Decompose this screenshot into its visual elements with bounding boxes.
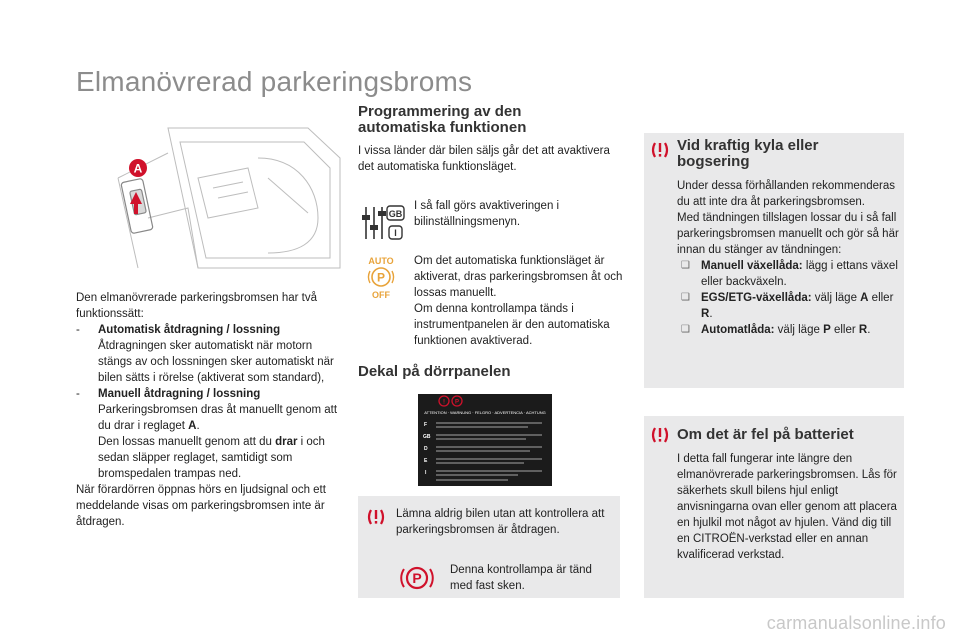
page-title: Elmanövrerad parkeringsbroms xyxy=(76,66,473,97)
cold-paragraph-2: Med tändningen tillslagen lossar du i så fall parkeringsbromsen manuellt och gör så här innan du stänger av tändningen: xyxy=(677,212,899,256)
svg-text:OFF: OFF xyxy=(372,290,390,300)
cold-towing-box xyxy=(644,133,904,388)
warning-box xyxy=(358,496,620,598)
watermark: carmanualsonline.info xyxy=(766,613,946,633)
battery-heading: Om det är fel på batteriet xyxy=(677,426,854,443)
programming-step-2a: Om det automatiska funktionsläget är aktiverat, dras parkeringsbromsen åt och lossas manuellt. xyxy=(414,255,623,299)
sticker-letter: F xyxy=(424,422,428,428)
mode-manual-title: Manuell åtdragning / lossning xyxy=(98,388,261,400)
svg-text:!: ! xyxy=(443,399,445,406)
bullet-icon: ❑ xyxy=(681,292,690,303)
programming-intro: I vissa länder där bilen säljs går det att avaktivera det automatiska funktionsläget. xyxy=(358,145,610,173)
cold-towing-heading: Vid kraftig kyla eller bogsering xyxy=(677,137,819,170)
mode-automatic-title: Automatisk åtdragning / lossning xyxy=(98,324,281,336)
bullet-manual-gearbox: ❑ Manuell växellåda: lägg i ettans växel eller backväxeln. xyxy=(677,258,899,290)
svg-text:P: P xyxy=(376,270,386,285)
door-panel-sticker xyxy=(418,394,552,486)
mode-manual: - Manuell åtdragning / lossning Parkeringsbromsen dras åt manuellt genom att du drar i reglaget A. Den lossas manuellt genom att du drar i och sedan släpper reglaget, samtidigt som bromspedalen trampas ned. xyxy=(76,388,338,480)
sticker-letter: E xyxy=(424,458,428,464)
sticker-letter: D xyxy=(424,446,428,452)
bullet-automatic-gearbox: ❑ Automatlåda: välj läge P eller R. xyxy=(677,322,899,338)
svg-text:ATTENTION · WARNUNG · FELGRO ·: ATTENTION · WARNUNG · FELGRO · ADVERTENCIA · ACHTUNG xyxy=(424,410,546,415)
svg-text:P: P xyxy=(412,570,422,586)
battery-text: I detta fall fungerar inte längre den elmanövrerade parkeringsbromsen. Lås för säkerhets skull bilens hjul enligt anvisningarna ovan eller genom att placera en hjulkil mot något av hjulen. Vänd dig till en CITROËN-verkstad eller en annan kvalificerad verkstad. xyxy=(677,453,897,561)
door-open-note: När förardörren öppnas hörs en ljudsignal och ett meddelande visas om parkeringsbromsen inte är åtdragen. xyxy=(76,484,326,528)
parking-brake-lamp-icon xyxy=(398,564,436,592)
warning-exclamation-icon xyxy=(650,426,670,444)
warning-text: Lämna aldrig bilen utan att kontrollera att parkeringsbromsen är åtdragen. xyxy=(396,508,605,536)
dekal-heading: Dekal på dörrpanelen xyxy=(358,363,511,380)
svg-text:AUTO: AUTO xyxy=(368,256,394,266)
svg-text:P: P xyxy=(454,399,460,406)
battery-box xyxy=(644,416,904,598)
bullet-egs-gearbox: ❑ EGS/ETG-växellåda: välj läge A eller R. xyxy=(677,290,899,322)
parking-brake-illustration xyxy=(108,118,344,278)
auto-p-off-icon xyxy=(366,255,396,301)
sticker-letter: GB xyxy=(423,434,431,440)
svg-text:I: I xyxy=(394,228,397,238)
bullet-icon: ❑ xyxy=(681,324,690,335)
sticker-letter: I xyxy=(425,470,427,476)
switch-badge-letter: A xyxy=(133,161,143,176)
mode-automatic: - Automatisk åtdragning / lossning Åtdragningen sker automatiskt när motorn stängs av och lossningen sker automatiskt när bilen sätts i rörelse (aktiverat som standard), xyxy=(76,324,334,384)
lamp-text: Denna kontrollampa är tänd med fast sken. xyxy=(450,564,592,592)
intro-text xyxy=(76,290,346,530)
svg-text:GB: GB xyxy=(388,209,403,219)
warning-exclamation-icon xyxy=(366,508,386,526)
bullet-icon: ❑ xyxy=(681,260,690,271)
cold-paragraph-1: Under dessa förhållanden rekommenderas du att inte dra åt parkeringsbromsen. xyxy=(677,180,895,208)
programming-step-1: I så fall görs avaktiveringen i bilinställningsmenyn. xyxy=(414,200,560,228)
warning-exclamation-icon xyxy=(650,141,670,159)
mode-automatic-body: Åtdragningen sker automatiskt när motorn stängs av och lossningen sker automatiskt när bilen sätts i rörelse (aktiverat som standard), xyxy=(98,340,334,384)
programming-step-2b: Om denna kontrollampa tänds i instrumentpanelen är den automatiska funktionen avaktiverad. xyxy=(414,303,610,347)
programming-heading: Programmering av den automatiska funktionen xyxy=(358,103,527,136)
settings-menu-icon xyxy=(360,203,406,243)
intro-paragraph: Den elmanövrerade parkeringsbromsen har två funktionssätt: xyxy=(76,292,317,320)
